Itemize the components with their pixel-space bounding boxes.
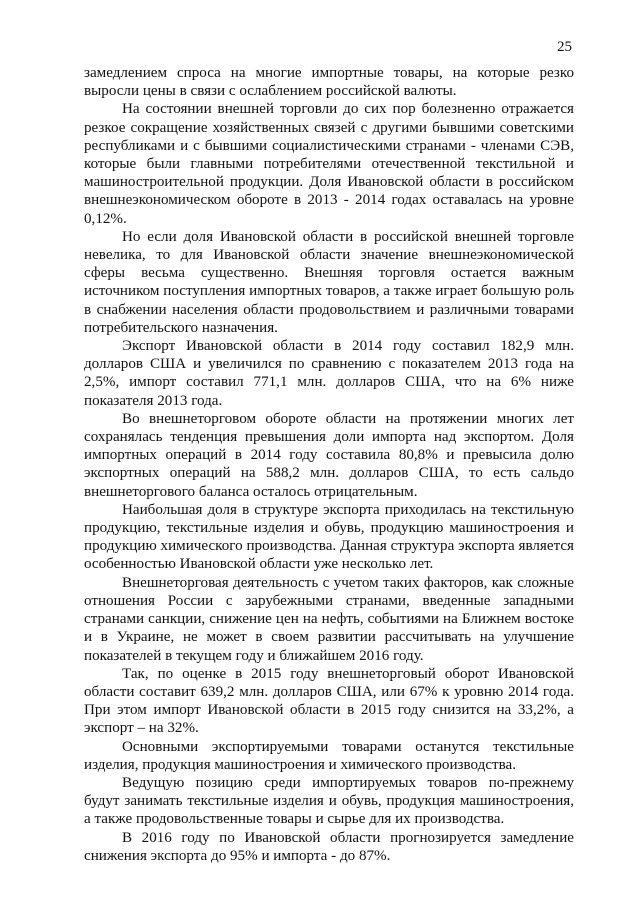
paragraph-trade-factors: Внешнеторговая деятельность с учетом таких факторов, как сложные отношения России с зарубежными странами, введенные западными странами санкции, снижение цен на нефть, событиями на Ближнем востоке и в Украине, не может в своем развитии рассчитывать на улучшение показателей в текущем году и ближайшем 2016 году. xyxy=(84,574,574,664)
paragraph-import-share: Во внешнеторговом обороте области на протяжении многих лет сохранялась тенденция превышения доли импорта над экспортом. Доля импортных операций в 2014 году составила 80,8% и превысила долю экспортных операций на 588,2 млн. долларов США, то есть сальдо внешнеторгового баланса осталось отрицательным. xyxy=(84,410,574,500)
paragraph-main-imports: Ведущую позицию среди импортируемых товаров по-прежнему будут занимать текстильные изделия и обувь, продукция машиностроения, а также продовольственные товары и сырье для их производства. xyxy=(84,774,574,828)
paragraph-main-exports: Основными экспортируемыми товарами останутся текстильные изделия, продукция машиностроения и химического производства. xyxy=(84,738,574,773)
paragraph-forecast-2016: В 2016 году по Ивановской области прогнозируется замедление снижения экспорта до 95% и импорта - до 87%. xyxy=(84,829,574,864)
body-text xyxy=(84,64,574,865)
paragraph-forecast-2015: Так, по оценке в 2015 году внешнеторговый оборот Ивановской области составит 639,2 млн. долларов США, или 67% к уровню 2014 года. При этом импорт Ивановской области в 2015 году снизится на 33,2%, а экспорт – на 32%. xyxy=(84,665,574,737)
paragraph-continuation: замедлением спроса на многие импортные товары, на которые резко выросли цены в связи с ослаблением российской валюты. xyxy=(84,65,574,100)
paragraph-export-structure: Наибольшая доля в структуре экспорта приходилась на текстильную продукцию, текстильные изделия и обувь, продукцию машиностроения и продукцию химического производства. Данная структура экспорта является особенностью Ивановской области уже несколько лет. xyxy=(84,501,574,573)
paragraph-export-2014: Экспорт Ивановской области в 2014 году составил 182,9 млн. долларов США и увеличился по сравнению с показателем 2013 года на 2,5%, импорт составил 771,1 млн. долларов США, что на 6% ниже показателя 2013 года. xyxy=(84,338,574,409)
paragraph-foreign-trade-ties: На состоянии внешней торговли до сих пор болезненно отражается резкое сокращение хозяйственных связей с другими бывшими советскими республиками и с бывшими социалистическими странами - членами СЭВ, которые были главными потребителями отечественной текстильной и машиностроительной продукции. Доля Ивановской области в российском внешнеэкономическом обороте в 2013 - 2014 годах оставалась на уровне 0,12%. xyxy=(84,101,574,227)
paragraph-trade-significance: Но если доля Ивановской области в российской внешней торговле невелика, то для Ивановской области значение внешнеэкономической сферы весьма существенно. Внешняя торговля остается важным источником поступления импортных товаров, а также играет большую роль в снабжении населения области продовольствием и различными товарами потребительского назначения. xyxy=(84,228,574,336)
page-number: 25 xyxy=(557,39,572,55)
